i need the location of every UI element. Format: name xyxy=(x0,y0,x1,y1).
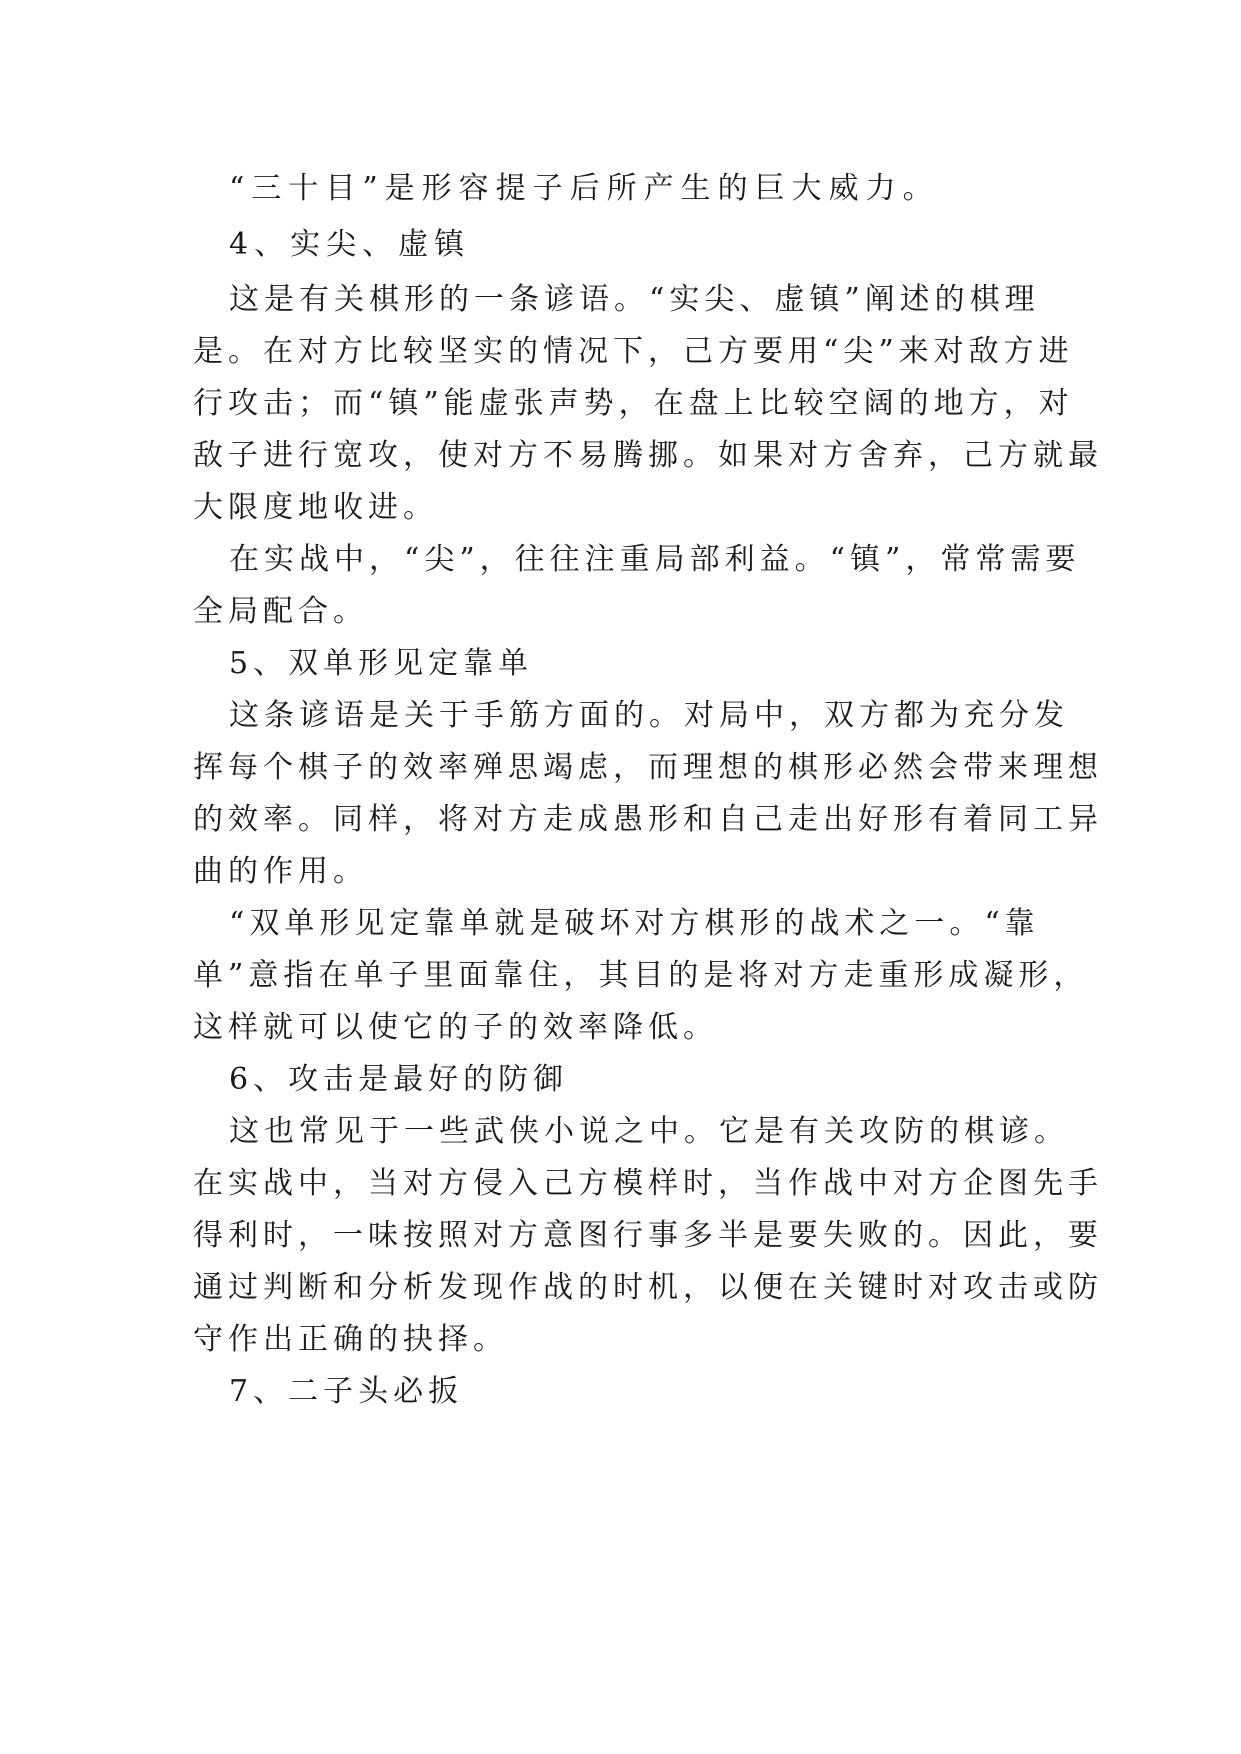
text-line: “三十目”是形容提子后所产生的巨大威力。 xyxy=(229,171,940,206)
text-line: 挥每个棋子的效率殚思竭虑，而理想的棋形必然会带来理想 xyxy=(193,750,1103,785)
section-heading-5 xyxy=(193,638,1073,690)
text-line: 大限度地收进。 xyxy=(193,490,438,525)
document-body xyxy=(193,160,1103,1418)
text-line: 行攻击；而“镇”能虚张声势，在盘上比较空阔的地方，对 xyxy=(193,386,1074,421)
paragraph-1 xyxy=(193,160,1073,218)
paragraph-3 xyxy=(193,274,1103,534)
text-line: 在实战中，当对方侵入己方模样时，当作战中对方企图先手 xyxy=(193,1166,1103,1201)
text-line: 通过判断和分析发现作战的时机，以便在关键时对攻击或防 xyxy=(193,1270,1103,1305)
text-line: 单”意指在单子里面靠住，其目的是将对方走重形成凝形， xyxy=(193,958,1089,993)
text-line: 这样就可以使它的子的效率降低。 xyxy=(193,1010,718,1045)
heading-text: 4、实尖、虚镇 xyxy=(229,227,471,262)
heading-text: 5、双单形见定靠单 xyxy=(229,646,534,681)
text-line: 这条谚语是关于手筋方面的。对局中，双方都为充分发 xyxy=(229,698,1069,733)
text-line: “双单形见定靠单就是破坏对方棋形的战术之一。“靠 xyxy=(229,906,1040,941)
text-line: 是。在对方比较坚实的情况下，己方要用“尖”来对敌方进 xyxy=(193,334,1074,369)
text-line: 得利时，一味按照对方意图行事多半是要失败的。因此，要 xyxy=(193,1218,1103,1253)
section-heading-7 xyxy=(193,1366,1073,1418)
text-line: 敌子进行宽攻，使对方不易腾挪。如果对方舍弃，己方就最 xyxy=(193,438,1103,473)
text-line: 全局配合。 xyxy=(193,594,368,629)
paragraph-6 xyxy=(193,690,1103,898)
heading-text: 7、二子头必扳 xyxy=(229,1374,464,1409)
text-line: 曲的作用。 xyxy=(193,854,368,889)
text-line: 在实战中，“尖”，往往注重局部利益。“镇”，常常需要 xyxy=(229,542,1081,577)
paragraph-4 xyxy=(193,534,1081,638)
text-line: 守作出正确的抉择。 xyxy=(193,1322,508,1357)
paragraph-7 xyxy=(193,898,1089,1054)
paragraph-9 xyxy=(193,1106,1103,1366)
heading-text: 6、攻击是最好的防御 xyxy=(229,1062,569,1097)
text-line: 的效率。同样，将对方走成愚形和自己走出好形有着同工异 xyxy=(193,802,1103,837)
text-line: 这也常见于一些武侠小说之中。它是有关攻防的棋谚。 xyxy=(229,1114,1069,1149)
text-line: 这是有关棋形的一条谚语。“实尖、虚镇”阐述的棋理 xyxy=(229,282,1040,317)
section-heading-4 xyxy=(193,216,1073,274)
section-heading-6 xyxy=(193,1054,1073,1106)
